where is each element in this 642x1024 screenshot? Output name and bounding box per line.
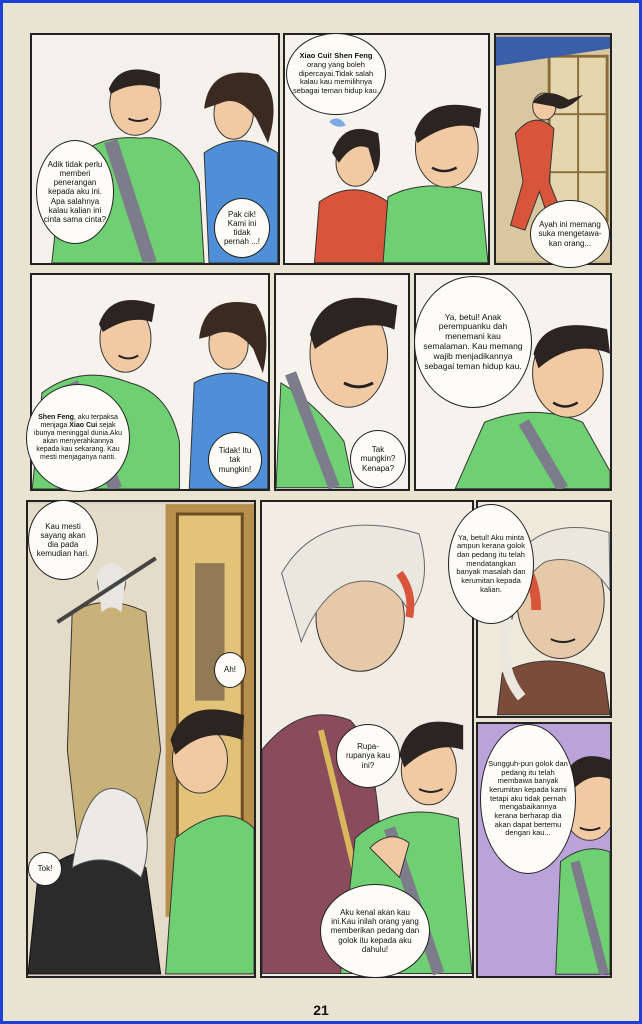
speech-bubble: Pak cik! Kami ini tidak pernah ...! (214, 198, 270, 258)
speech-bubble (26, 384, 130, 492)
speech-bubble: Tidak! Itu tak mungkin! (208, 432, 262, 488)
speech-bubble: Ya, betul! Aku minta ampun kerana golok dan pedang itu telah mendatangkan banyak masalah dan kerumitan kepada kalian. (448, 504, 534, 624)
speech-bubble: Aku kenal akan kau ini.Kau inilah orang yang memberikan pedang dan golok itu kepada aku dahulu! (320, 884, 430, 978)
speech-bubble: Kau mesti sayang akan dia pada kemudian hari. (28, 500, 98, 580)
page-number: 21 (313, 1002, 329, 1018)
speech-bubble: Adik tidak perlu memberi penerangan kepada aku ini. Apa salahnya kalau kalian ini cinta sama cinta? (36, 140, 114, 244)
speech-bubble: Rupa-rupanya kau ini? (336, 724, 400, 788)
speech-bubble: Ah! (214, 652, 246, 688)
speech-bold-name: Shen Feng (38, 413, 74, 421)
speech-bubble: Ayah ini memang suka mengetawa-kan orang... (530, 200, 610, 268)
speech-text: sejak ibunya meninggal dunia.Aku akan menyerahkannya kepada kau sekarang. Kau mesti menjaganya nanti. (34, 421, 122, 462)
speech-bubble: Ya, betul! Anak perempuanku dah menemani kau semalaman. Kau memang wajib menjadikannya sebagai teman hidup kau. (414, 276, 532, 408)
speech-text: , aku terpaksa menjaga (40, 413, 118, 429)
speech-bubble: Tok! (28, 852, 62, 886)
speech-text: orang yang boleh dipercayai.Tidak salah kalau kau memilihnya sebagai teman hidup kau. (293, 60, 379, 95)
speech-bold-name: Xiao Cui (69, 421, 98, 429)
speech-bold-name: Xiao Cui! Shen Feng (299, 51, 373, 61)
speech-bubble: Sungguh-pun golok dan pedang itu telah membawa banyak kerumitan kepada kami tetapi aku tidak pernah mengabaikannya kerana berharap dia akan dapat bertemu dengan kau... (480, 724, 576, 874)
speech-bubble: Tak mungkin? Kenapa? (350, 430, 406, 488)
speech-bubble (286, 33, 386, 115)
